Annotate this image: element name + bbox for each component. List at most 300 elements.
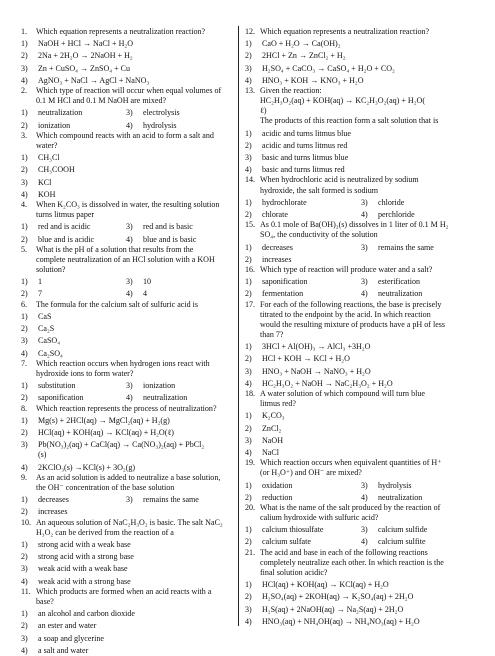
option-text: 10 [143,277,152,287]
answer-option [21,235,126,245]
option-number: 4) [21,645,28,655]
answer-option [361,525,477,535]
option-number: 2) [21,507,28,517]
question-block [245,389,477,458]
question-block [245,265,477,300]
option-number: 1) [245,411,252,421]
option-number: 3) [245,604,252,614]
option-number [361,255,378,265]
answer-options [21,495,231,517]
option-number: 1) [21,311,28,321]
option-number: 2) [245,537,252,547]
answer-option [361,537,477,547]
option-text: HNO₃ + NaOH → NaNO₃ + H₂O [262,366,371,376]
option-text: 4 [143,289,148,299]
option-number: 4) [126,393,133,403]
option-text: remains the same [378,242,434,252]
option-text: HCl + KOH → KCl + H₂O [262,354,350,364]
option-text: ZnCl₂ [262,423,282,433]
answer-option [245,424,477,434]
option-text: CaS [38,311,52,321]
option-text: blue and is acidic [38,234,95,244]
question-text: When K₂CO₃ is dissolved in water, the resulting solution turns litmus paper [36,200,220,220]
answer-option [361,289,477,299]
option-number: 4) [21,576,28,586]
answer-option [21,564,231,574]
option-text: 7 [38,289,43,299]
question-stem [245,27,477,37]
answer-options [21,108,231,130]
answer-option [245,617,477,627]
option-text: an alcohol and carbon dioxide [38,609,135,619]
question-stem [245,220,477,240]
answer-option [21,495,126,505]
option-text: ionization [38,120,71,130]
option-number [126,507,143,517]
question-stem [245,86,477,126]
question-text: Which reaction occurs when hydrogen ions react with hydroxide ions to form water? [36,358,210,378]
option-number: 3) [21,336,28,346]
option-number: 4) [21,348,28,358]
answer-options [21,416,231,473]
answer-option [21,312,231,322]
option-text: increases [262,254,292,264]
option-text: 2Na + 2H₂O → 2NaOH + H₂ [38,51,133,61]
question-stem [21,587,231,607]
option-number: 3) [245,63,252,73]
option-text: neutralization [378,289,423,299]
question-number: 13. [245,86,256,96]
question-block [21,131,231,200]
answer-options [21,312,231,359]
option-text: saponification [262,277,308,287]
option-text: strong acid with a weak base [38,539,131,549]
answer-option [245,525,361,535]
option-number: 1) [245,39,252,49]
option-number: 2) [245,51,252,61]
option-number: 4) [126,120,133,130]
option-number: 1) [21,495,28,505]
option-number: 4) [126,289,133,299]
answer-option [361,255,477,265]
option-text: HNO₃ + KOH → KNO₃ + H₂O [262,75,364,85]
answer-option [21,336,231,346]
question-text: When hydrochloric acid is neutralized by sodium hydroxide, the salt formed is sodium [260,175,419,195]
option-text [143,507,231,517]
option-text: chlorate [262,210,288,219]
option-text: H₂SO₄(aq) + 2KOH(aq) → K₂SO₄(aq) + 2H₂O [262,592,414,602]
answer-option [21,76,231,86]
question-block [245,458,477,503]
option-text: KCl [38,177,52,187]
option-number: 1) [245,480,252,490]
answer-option [361,243,477,253]
question-text: Which compound reacts with an acid to form a salt and water? [36,130,214,150]
option-number: 3) [126,495,133,505]
option-text: hydrolysis [378,480,412,490]
option-number: 1) [245,342,252,352]
option-number: 2) [21,289,28,299]
answer-option [245,51,477,61]
option-text: hydrochlorate [262,197,307,207]
option-text: Ca₂SO₄ [38,348,63,358]
option-text: decreases [262,242,293,252]
option-text: remains the same [143,495,199,505]
option-number: 2) [245,140,252,150]
question-stem [21,300,231,310]
answer-option [245,243,361,253]
answer-option [245,277,361,287]
option-number: 3) [361,525,368,535]
option-text: acidic and turns litmus red [262,140,348,150]
option-number: 1) [21,277,28,287]
answer-options [245,129,477,176]
option-number: 3) [361,197,368,207]
option-number: 3) [361,277,368,287]
option-text: HNO₃(aq) + NH₄OH(aq) → NH₄NO₃(aq) + H₂O [262,616,420,626]
answer-option [245,129,477,139]
option-text: 2HCl + Zn → ZnCl₂ + H₂ [262,51,346,61]
option-number: 3) [126,381,133,391]
question-block [21,587,231,656]
option-text: Pb(NO₃)₂(aq) + CaCl(aq) → Ca(NO₃)₂(aq) + PbCl₂ (s) [38,440,205,460]
question-number: 11. [21,586,31,596]
option-text: 3HCl + Al(OH)₃ → AlCl₃ +3H₂O [262,342,371,352]
question-text: Which equation represents a neutralization reaction? [36,27,206,36]
option-text: basic and turns litmus blue [262,153,349,163]
answer-option [361,198,477,208]
option-number: 1) [245,242,252,252]
option-text: Ca₂S [38,324,55,334]
answer-option [21,277,126,287]
answer-option [21,165,231,175]
question-text: For each of the following reactions, the base is precisely titrated to the endpoint by the acid. In which reaction would the resulting mixture of products have a pH of less than 7? [260,299,446,339]
question-block [21,27,231,86]
answer-option [245,39,477,49]
answer-option [21,51,231,61]
option-text: red and is acidic [38,222,91,232]
answer-options [21,609,231,656]
question-stem [21,473,231,493]
answer-options [21,153,231,200]
question-block [245,300,477,389]
option-text: perchloride [378,210,415,219]
answer-option [245,210,361,220]
question-stem [245,175,477,195]
option-text: red and is basic [143,222,193,232]
question-text: A water solution of which compound will turn blue litmus red? [260,389,425,409]
answer-option [21,64,231,74]
option-text: CaSO₄ [38,336,61,346]
option-number: 2) [21,621,28,631]
option-number: 4) [21,462,28,472]
option-number: 4) [245,165,252,175]
question-number: 1. [21,27,28,36]
option-text: CH₃COOH [38,165,75,175]
answer-option [245,367,477,377]
answer-option [245,76,477,86]
question-number: 20. [245,502,256,512]
option-number: 2) [245,423,252,433]
answer-option [245,481,361,491]
question-text: An aqueous solution of NaC₂H₃O₂ is basic. The salt NaC₂ H₃O₂ can be derived from the reaction of a [36,517,223,537]
answer-option [245,64,477,74]
answer-option [126,495,231,505]
answer-option [126,381,231,391]
option-number: 1) [21,381,28,391]
question-number: 10. [21,517,32,527]
question-text: Which type of reaction will produce water and a salt? [260,264,433,274]
question-stem [245,300,477,340]
option-number: 2) [21,552,28,562]
question-text: What is the pH of a solution that results from the complete neutralization of an HCl solution with a KOH solution? [36,244,215,274]
answer-option [21,416,231,426]
answer-option [21,609,231,619]
option-text: NaCl [262,447,279,457]
option-number: 3) [245,366,252,376]
answer-option [245,342,477,352]
option-number: 4) [245,75,252,85]
answer-option [245,141,477,151]
option-number: 4) [245,616,252,626]
question-text: Which reaction occurs when equivalent quantities of H⁺ (or H₃O⁺) and OH⁻ are mixed? [260,458,442,478]
answer-option [21,178,231,188]
question-number: 7. [21,358,28,368]
answer-options [245,481,477,503]
question-text: As 0.1 mole of Ba(OH)₂(s) dissolves in 1 liter of 0.1 M H₂ SO₄, the conductivity of the solution [260,220,449,240]
question-number: 14. [245,175,256,185]
option-number: 4) [361,210,368,219]
option-text: strong acid with a strong base [38,552,134,562]
option-number: 1) [21,609,28,619]
answer-option [21,324,231,334]
option-number: 1) [245,277,252,287]
answer-option [21,646,231,656]
answer-option [245,436,477,446]
option-number: 4) [21,189,28,199]
question-number: 17. [245,299,256,309]
option-text: 2KClO₃(s) →KCl(s) + 3O₂(g) [38,462,136,472]
option-text: NaOH + HCl → NaCl + H₂O [38,39,134,49]
question-text: Which reaction represents the process of neutralization? [36,403,217,413]
answer-option [245,354,477,364]
question-text: The acid and base in each of the following reactions completely neutralize each other. In which reaction is the final solution acidic? [260,547,444,577]
answer-option [21,463,231,473]
answer-option [361,210,477,220]
option-text: acidic and turns litmus blue [262,128,351,138]
option-number: 2) [21,324,28,334]
question-stem [245,503,477,523]
option-text: H₂S(aq) + 2NaOH(aq) → Na₂S(aq) + 2H₂O [262,604,404,614]
left-question-column [21,27,231,656]
question-stem [245,389,477,409]
option-text: chloride [378,197,405,207]
answer-option [21,190,231,200]
option-text: saponification [38,393,84,403]
answer-option [245,198,361,208]
question-number: 12. [245,27,256,36]
question-block [245,503,477,548]
answer-option [126,108,231,118]
question-stem [21,27,231,37]
option-text: neutralization [143,393,188,403]
option-text: CH₃Cl [38,153,60,163]
option-number: 3) [126,277,133,287]
option-text: oxidation [262,480,293,490]
answer-option [21,153,231,163]
question-block [21,518,231,587]
answer-option [21,634,231,644]
question-number: 6. [21,299,28,309]
question-number: 15. [245,220,256,230]
option-text: calcium sulfite [378,537,426,547]
question-number: 21. [245,547,256,557]
option-text: weak acid with a weak base [38,564,128,574]
answer-options [245,580,477,627]
answer-options [245,243,477,265]
option-text: CaO + H₂O → Ca(OH)₂ [262,39,341,49]
option-text [378,255,477,265]
option-text: H₂SO₄ + CaCO₃ → CaSO₄ + H₂O + CO₂ [262,63,395,73]
option-number: 3) [245,435,252,445]
question-block [21,404,231,473]
answer-options [21,39,231,86]
option-text: KOH [38,189,56,199]
option-number: 2) [21,428,28,438]
answer-option [21,428,231,438]
question-stem [21,404,231,414]
option-text: increases [38,507,68,517]
answer-option [245,255,361,265]
question-block [21,359,231,404]
option-number: 3) [21,177,28,187]
option-number: 2) [245,592,252,602]
option-number: 4) [126,234,133,244]
answer-option [21,39,231,49]
answer-options [21,540,231,587]
answer-option [245,165,477,175]
question-stem [21,518,231,538]
column-divider [238,26,239,626]
option-number: 3) [21,564,28,574]
option-text: neutralization [38,108,83,118]
option-number: 1) [245,128,252,138]
option-number: 3) [126,222,133,232]
answer-options [245,39,477,86]
option-number: 2) [21,234,28,244]
answer-option [245,592,477,602]
question-number: 16. [245,264,256,274]
option-number: 1) [21,222,28,232]
question-stem [245,265,477,275]
answer-option [21,440,231,460]
answer-option [21,621,231,631]
question-stem [245,548,477,578]
answer-option [126,507,231,517]
question-block [245,86,477,175]
option-text: Mg(s) + 2HCl(aq) → MgCl₂(aq) + H₂(g) [38,415,170,425]
option-number: 2) [21,393,28,403]
option-text: HC₂H₃O₂ + NaOH → NaC₂H₃O₂ + H₂O [262,378,393,388]
answer-option [126,289,231,299]
option-text: electrolysis [143,108,180,118]
answer-option [21,540,231,550]
answer-options [21,222,231,244]
answer-option [361,481,477,491]
option-number: 3) [21,440,28,450]
option-number: 3) [361,480,368,490]
option-number: 1) [245,525,252,535]
option-number: 1) [21,415,28,425]
question-number: 18. [245,389,256,398]
option-number: 4) [21,75,28,85]
question-block [21,473,231,518]
option-text: HCl(aq) + KOH(aq) → KCl(aq) + H₂O [262,580,389,590]
option-text: HCl(aq) + KOH(aq) → KCl(aq) + H₂O(ℓ) [38,428,174,438]
question-block [21,86,231,131]
answer-option [245,580,477,590]
question-stem [21,86,231,106]
option-text: a salt and water [38,645,89,655]
question-number: 3. [21,130,28,140]
option-number: 2) [21,165,28,175]
answer-options [245,525,477,547]
answer-option [21,393,126,403]
option-number: 1) [21,39,28,49]
question-number: 4. [21,200,28,210]
answer-option [361,493,477,503]
question-number: 5. [21,244,28,254]
answer-options [245,198,477,220]
question-block [245,220,477,265]
answer-option [21,349,231,359]
option-text: 1 [38,277,43,287]
option-number: 4) [245,447,252,457]
option-number: 3) [21,633,28,643]
question-text: Given the reaction: HC₂H₃O₂(aq) + KOH(aq) → KC₂H₃O₂(aq) + H₂O( ℓ) The products of this reaction form a salt solution that is [260,86,439,126]
option-number: 3) [21,63,28,73]
option-text: basic and turns litmus red [262,165,345,175]
answer-option [245,153,477,163]
answer-option [126,277,231,287]
answer-option [126,121,231,131]
answer-option [245,537,361,547]
answer-option [21,507,126,517]
option-number: 1) [245,580,252,590]
answer-option [21,222,126,232]
answer-option [245,379,477,389]
option-text: hydrolysis [143,120,177,130]
question-text: Which type of reaction will occur when equal volumes of 0.1 M HCl and 0.1 M NaOH are mixed? [36,86,222,106]
option-text: AgNO₃ + NaCl → AgCl + NaNO₃ [38,75,150,85]
answer-options [245,342,477,389]
question-number: 2. [21,86,28,96]
question-text: Which equation represents a neutralization reaction? [260,27,430,36]
option-number: 3) [126,108,133,118]
option-text: neutralization [378,492,423,502]
question-stem [21,131,231,151]
option-text: calcium thiosulfate [262,525,324,535]
option-number: 4) [245,378,252,388]
option-number: 1) [21,153,28,163]
question-number: 19. [245,458,256,468]
answer-option [245,605,477,615]
option-number: 2) [21,120,28,130]
question-stem [245,458,477,478]
option-text: fermentation [262,289,304,299]
option-text: calcium sulfide [378,525,428,535]
question-text: The formula for the calcium salt of sulfuric acid is [36,299,198,309]
